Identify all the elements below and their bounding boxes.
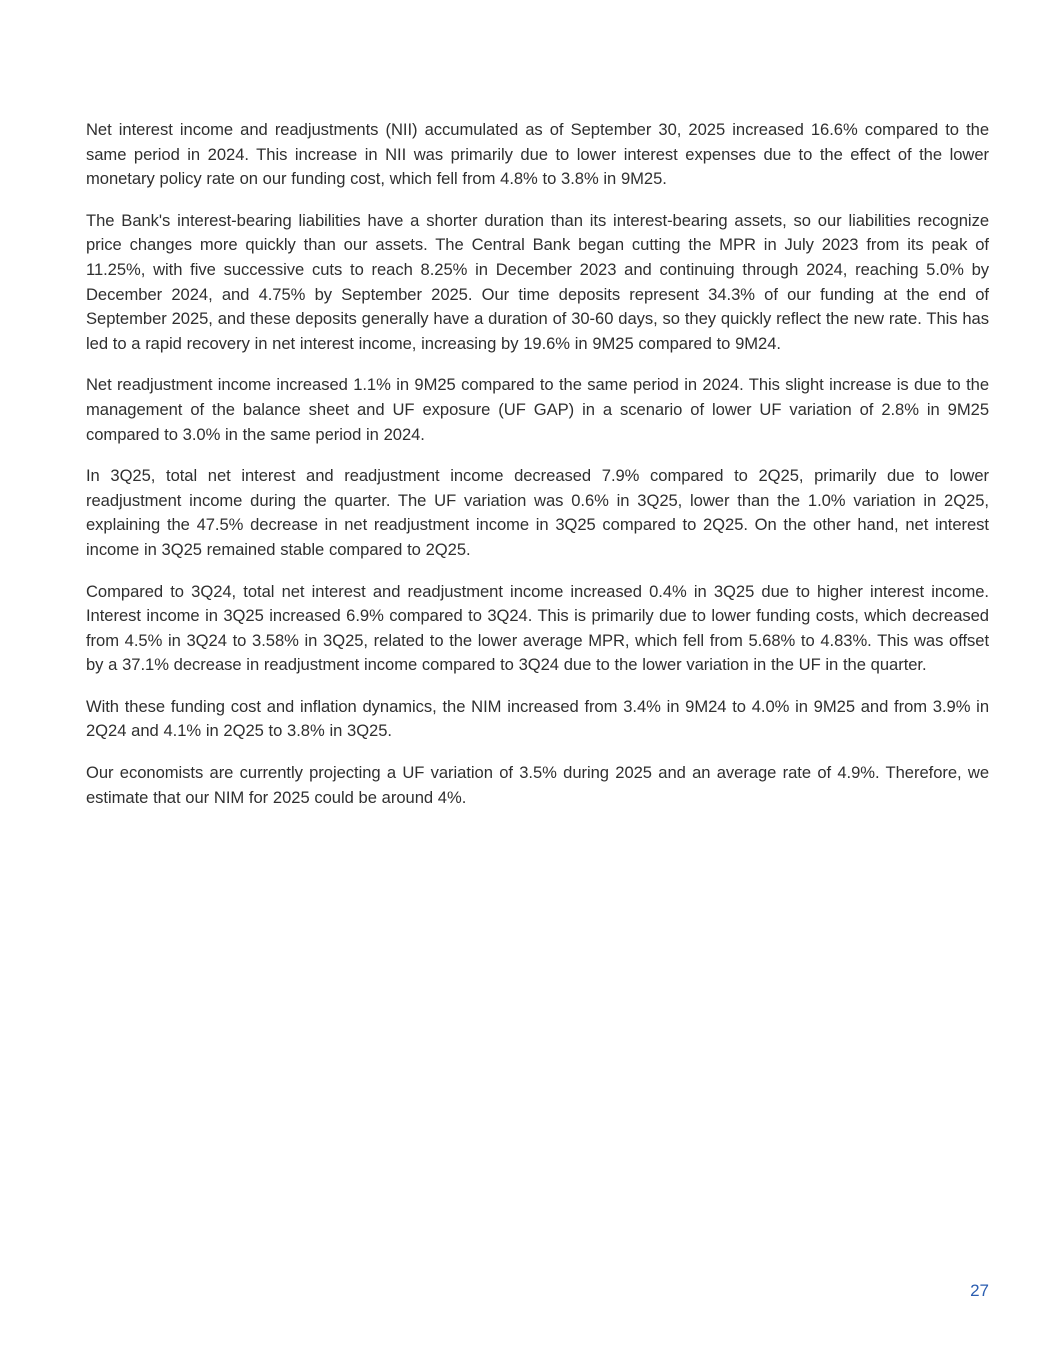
page-number: 27 <box>970 1281 989 1300</box>
paragraph-nim-outlook: Our economists are currently projecting a UF variation of 3.5% during 2025 and an average rate of 4.9%. Therefore, we estimate that our NIM for 2025 could be around 4%. <box>86 763 989 807</box>
paragraph-3q25-vs-2q25: In 3Q25, total net interest and readjustment income decreased 7.9% compared to 2Q25, primarily due to lower readjustment income during the quarter. The UF variation was 0.6% in 3Q25, lower than the 1.0% variation in 2Q25, explaining the 47.5% decrease in net readjustment income in 3Q25 compared to 2Q25. On the other hand, net interest income in 3Q25 remained stable compared to 2Q25. <box>86 466 989 559</box>
paragraph-liabilities-duration: The Bank's interest-bearing liabilities have a shorter duration than its interest-bearing assets, so our liabilities recognize price changes more quickly than our assets. The Central Bank began cutting the MPR in July 2023 from its peak of 11.25%, with five successive cuts to reach 8.25% in December 2023 and continuing through 2024, reaching 5.0% by December 2024, and 4.75% by September 2025. Our time deposits represent 34.3% of our funding at the end of September 2025, and these deposits generally have a duration of 30-60 days, so they quickly reflect the new rate. This has led to a rapid recovery in net interest income, increasing by 19.6% in 9M25 compared to 9M24. <box>86 210 989 353</box>
body-text <box>86 118 989 827</box>
paragraph-readjustment-income: Net readjustment income increased 1.1% in 9M25 compared to the same period in 2024. This slight increase is due to the management of the balance sheet and UF exposure (UF GAP) in a scenario of lower UF variation of 2.8% in 9M25 compared to 3.0% in the same period in 2024. <box>86 375 989 444</box>
paragraph-3q25-vs-3q24: Compared to 3Q24, total net interest and readjustment income increased 0.4% in 3Q25 due to higher interest income. Interest income in 3Q25 increased 6.9% compared to 3Q24. This is primarily due to lower funding costs, which decreased from 4.5% in 3Q24 to 3.58% in 3Q25, related to the lower average MPR, which fell from 5.68% to 4.83%. This was offset by a 37.1% decrease in readjustment income compared to 3Q24 due to the lower variation in the UF in the quarter. <box>86 581 989 675</box>
paragraph-nii-overview: Net interest income and readjustments (NII) accumulated as of September 30, 2025 increased 16.6% compared to the same period in 2024. This increase in NII was primarily due to lower interest expenses due to the effect of the lower monetary policy rate on our funding cost, which fell from 4.8% to 3.8% in 9M25. <box>86 120 989 189</box>
paragraph-nim-dynamics: With these funding cost and inflation dynamics, the NIM increased from 3.4% in 9M24 to 4.0% in 9M25 and from 3.9% in 2Q24 and 4.1% in 2Q25 to 3.8% in 3Q25. <box>86 696 989 741</box>
